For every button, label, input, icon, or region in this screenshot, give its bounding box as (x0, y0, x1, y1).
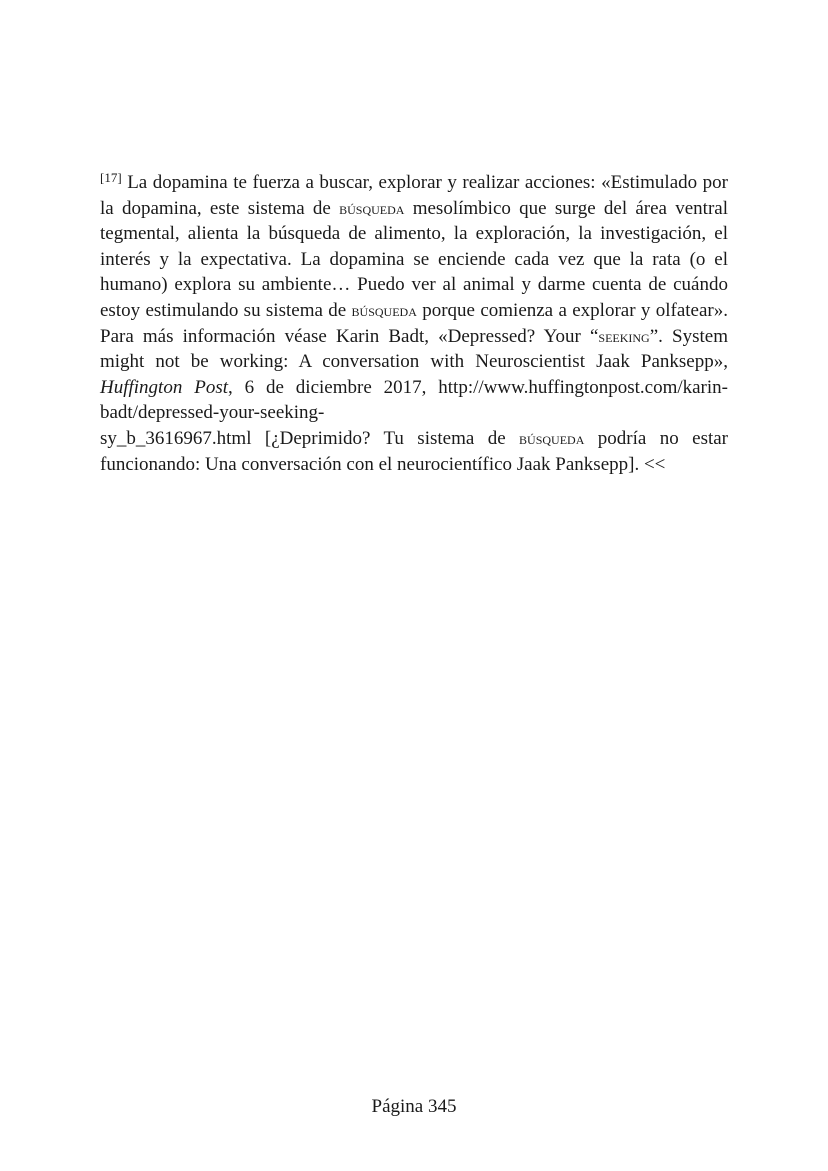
publication-title: Huffington Post (100, 376, 228, 398)
footnote-text: La dopamina te fuerza a buscar, explorar y realizar acciones: «Estimulado por la dopamina, este sistema de (100, 172, 728, 219)
back-to-text-link[interactable]: << (643, 453, 666, 475)
footnote-marker[interactable]: [17] (100, 170, 122, 185)
footnote-text: ”. System might not be working: A conversation with Neuroscientist Jaak Panksepp», (100, 325, 728, 373)
small-caps-term: seeking (598, 326, 650, 346)
footnote-text: [¿Deprimido? Tu sistema de (251, 427, 520, 449)
footnote-text: , 6 de diciembre 2017, (228, 376, 439, 398)
small-caps-term: búsqueda (351, 300, 417, 320)
small-caps-term: búsqueda (339, 198, 405, 218)
footnote-17 (100, 170, 728, 477)
footnote-text: mesolímbico que surge del área ventral tegmental, alienta la búsqueda de alimento, la exploración, la investigación, el interés y la expectativa. La dopamina se enciende cada vez que la rata (o el humano) explora su ambiente… Puedo ver al animal y darme cuenta de cuándo estoy estimulando su sistema de (100, 197, 728, 321)
reference-url-part: sy_b_3616967.html (100, 427, 252, 449)
footnote-text: porque comienza a explorar y olfatear». Para más información véase Karin Badt, «Depressed? Your “ (100, 299, 728, 347)
footnote-text: podría no estar funcionando: Una conversación con el neurocientífico Jaak Panksepp]. (100, 427, 729, 475)
small-caps-term: búsqueda (519, 428, 585, 448)
reference-url-part: http://www.huffingtonpost.com/karin-badt/depressed-your-seeking- (100, 376, 728, 424)
page-number: Página 345 (371, 1096, 457, 1117)
